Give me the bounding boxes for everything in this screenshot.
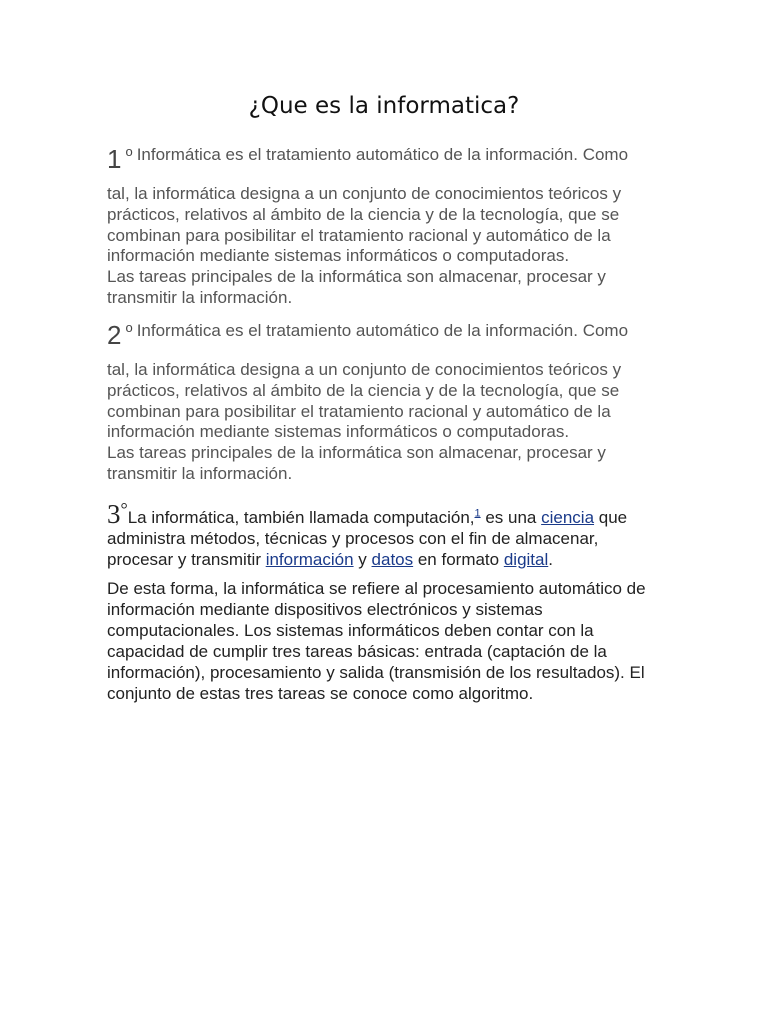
section-3-text-d: y [353,550,372,569]
section-3-text-f: . [548,550,553,569]
reference-link-1[interactable]: 1 [474,507,481,520]
section-2-first-line [107,322,667,348]
section-3-paragraph-2: De esta forma, la informática se refiere al procesamiento automático de información mediante dispositivos electrónicos y sistemas computacionales. Los sistemas informáticos deben contar con la capacidad de cumplir tres tareas básicas: entrada (captación de la información), procesamiento y salida (transmisión de los resultados). El conjunto de estas tres tareas se conoce como algoritmo. [107,579,646,703]
section-3-number: 3 [107,499,121,529]
section-1-number: 1 [107,144,122,174]
section-3-paragraph-1 [107,501,667,570]
section-3 [107,501,667,704]
section-3-text-c: que administra métodos, técnicas y procesos con el fin de almacenar, procesar y transmitir [107,508,628,569]
page-title: ¿Que es la informatica? [248,93,520,119]
section-2-number: 2 [107,320,122,350]
link-digital[interactable]: digital [503,550,549,569]
section-2-first-text: Informática es el tratamiento automático de la información. Como [136,321,629,341]
link-informacion[interactable]: información [265,550,354,569]
section-2 [107,322,667,485]
section-3-text-e: en formato [413,550,504,569]
section-1-degree: o [125,144,133,160]
section-3-degree: ° [120,499,128,519]
section-2-degree: o [125,320,133,336]
link-ciencia[interactable]: ciencia [541,508,595,527]
section-1 [107,146,667,309]
section-3-text-a: La informática, también llamada computación, [127,508,475,527]
section-1-body-2: Las tareas principales de la informática son almacenar, procesar y transmitir la información. [107,267,606,307]
section-1-first-text: Informática es el tratamiento automático de la información. Como [136,145,629,165]
link-datos[interactable]: datos [371,550,414,569]
section-1-body: tal, la informática designa a un conjunto de conocimientos teóricos y prácticos, relativos al ámbito de la ciencia y de la tecnología, que se combinan para posibilitar el tratamiento racional y automático de la información mediante sistemas informáticos o computadoras. [107,184,622,266]
section-3-text-b: es una [480,508,542,527]
section-2-body-2: Las tareas principales de la informática son almacenar, procesar y transmitir la información. [107,443,606,483]
section-1-first-line [107,146,667,172]
section-2-body: tal, la informática designa a un conjunto de conocimientos teóricos y prácticos, relativos al ámbito de la ciencia y de la tecnología, que se combinan para posibilitar el tratamiento racional y automático de la información mediante sistemas informáticos o computadoras. [107,360,622,442]
